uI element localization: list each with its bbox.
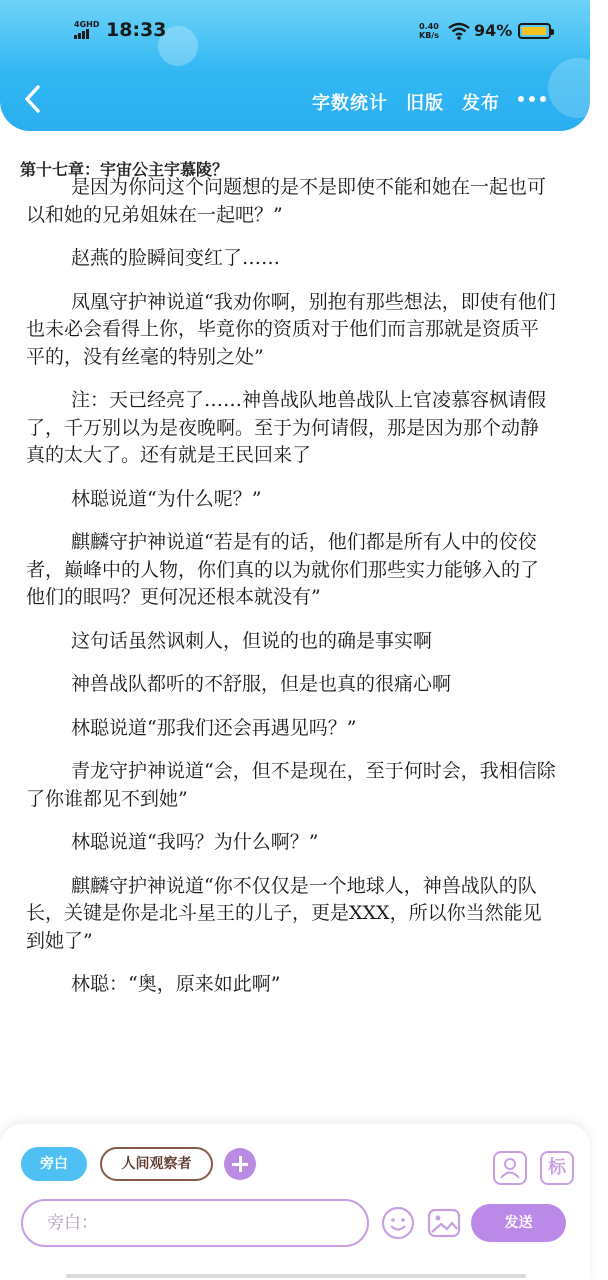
paragraph: 注：天已经亮了……神兽战队地兽战队上官凌慕容枫请假了，千万别以为是夜晚啊。至于为何请假，那是因为那个动静真的太大了。还有就是王民回来了 bbox=[26, 389, 547, 466]
paragraph: 林聪说道“那我们还会再遇见吗？” bbox=[71, 716, 357, 739]
tag-icon[interactable]: 标 bbox=[540, 1151, 574, 1185]
paragraph: 神兽战队都听的不舒服，但是也真的很痛心啊 bbox=[71, 673, 452, 695]
paragraph: 这句话虽然讽刺人，但说的也的确是事实啊 bbox=[71, 629, 433, 652]
composer-panel bbox=[0, 1124, 590, 1280]
paragraph: 林聪说道“我吗？为什么啊？” bbox=[71, 831, 319, 853]
wifi-icon bbox=[448, 22, 470, 40]
decorative-bubble bbox=[548, 58, 608, 118]
battery-percent: 94% bbox=[474, 21, 513, 40]
cellular-signal-icon bbox=[74, 20, 99, 39]
paragraph: 青龙守护神说道“会，但不是现在，至于何时会，我相信除了你谁都见不到她” bbox=[26, 760, 556, 810]
paragraph: 麒麟守护神说道“你不仅仅是一个地球人，神兽战队的队长，关键是你是北斗星王的儿子，更是XXX，所以你当然能见到她了” bbox=[26, 874, 542, 952]
observer-role-chip[interactable]: 人间观察者 bbox=[100, 1147, 213, 1181]
more-options-icon[interactable] bbox=[518, 96, 546, 102]
paragraph: 凤凰守护神说道“我劝你啊，别抱有那些想法，即使有他们也未必会看得上你，毕竟你的资质对于他们而言那就是资质平平的，没有丝毫的特别之处” bbox=[26, 290, 556, 368]
chapter-title: 第十七章：宇宙公主宇慕陵？ bbox=[20, 160, 229, 179]
character-icon[interactable] bbox=[493, 1151, 527, 1185]
old-version-button[interactable]: 旧版 bbox=[406, 93, 444, 114]
net-speed-value: 0.40 bbox=[419, 22, 439, 31]
net-speed-unit: KB/s bbox=[419, 31, 439, 40]
send-button[interactable]: 发送 bbox=[471, 1204, 566, 1242]
add-role-button[interactable] bbox=[224, 1148, 256, 1180]
message-input[interactable]: 旁白： bbox=[21, 1199, 369, 1247]
status-time: 18:33 bbox=[106, 19, 167, 41]
paragraph: 林聪：“奥，原来如此啊” bbox=[71, 973, 281, 995]
narration-role-chip[interactable]: 旁白 bbox=[21, 1147, 87, 1181]
battery-icon bbox=[518, 23, 551, 39]
net-speed bbox=[419, 22, 439, 40]
paragraph: 林聪说道“为什么呢？” bbox=[71, 487, 262, 510]
top-app-bar bbox=[0, 0, 590, 131]
header-actions bbox=[312, 89, 500, 115]
home-indicator[interactable] bbox=[66, 1274, 526, 1278]
paragraph: 赵燕的脸瞬间变红了…… bbox=[71, 247, 281, 269]
word-count-button[interactable]: 字数统计 bbox=[312, 93, 388, 114]
image-icon[interactable] bbox=[427, 1206, 461, 1240]
emoji-icon[interactable] bbox=[381, 1206, 415, 1240]
publish-button[interactable]: 发布 bbox=[462, 93, 500, 114]
paragraph: 是因为你问这个问题想的是不是即使不能和她在一起也可以和她的兄弟姐妹在一起吧？” bbox=[26, 176, 547, 226]
paragraph: 麒麟守护神说道“若是有的话，他们都是所有人中的佼佼者，巅峰中的人物，你们真的以为就你们那些实力能够入的了他们的眼吗？更何况还根本就没有” bbox=[26, 531, 540, 608]
chapter-content[interactable] bbox=[26, 176, 556, 1125]
back-arrow-icon[interactable] bbox=[22, 84, 42, 114]
network-type: 4GHD bbox=[74, 20, 100, 29]
